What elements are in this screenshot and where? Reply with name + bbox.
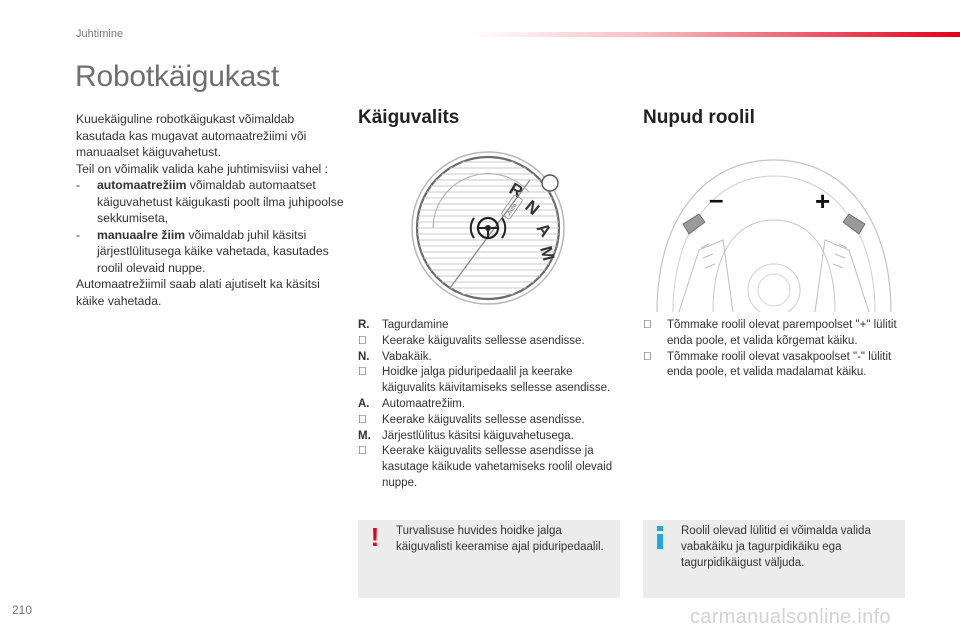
list-item	[358, 429, 620, 445]
intro-list-item	[76, 227, 346, 277]
info-note	[643, 520, 905, 598]
list-text: Tõmmake roolil olevat parempoolset "+" lülitit enda poole, et valida kõrgemat käiku.	[667, 319, 897, 347]
list-dash: -	[76, 178, 81, 192]
warning-note	[358, 520, 620, 598]
list-text: Hoidke jalga piduripedaalil ja keerake käiguvalits käivitamiseks sellesse asendisse.	[382, 366, 611, 395]
watermark: carmanualsonline.info	[690, 606, 891, 628]
list-item	[358, 350, 620, 366]
intro-text	[76, 111, 346, 309]
gear-letter: M	[536, 244, 559, 263]
steering-wheel-illustration	[643, 140, 905, 312]
gear-letter: R	[506, 179, 527, 202]
wheel-buttons-list	[643, 318, 905, 381]
bullet-icon	[358, 413, 382, 429]
list-item	[358, 318, 620, 334]
intro-paragraph: Automaatrežiimil saab alati ajutiselt ka käsitsi käike vahetada.	[76, 277, 320, 308]
mode-name: manuaalre žiim	[97, 227, 186, 242]
list-item	[358, 413, 620, 429]
list-item	[643, 318, 905, 350]
list-text: Tagurdamine	[382, 319, 449, 331]
section-title-wheel-buttons: Nupud roolil	[643, 107, 755, 128]
intro-paragraph: Teil on võimalik valida kahe juhtimisviisi vahel :	[76, 161, 328, 176]
list-dash: -	[76, 227, 81, 242]
list-text: Tõmmake roolil olevat vasakpoolset "-" lülitit enda poole, et valida madalamat käiku.	[667, 350, 892, 379]
plus-sign: +	[815, 186, 831, 216]
page-number: 210	[12, 603, 33, 617]
list-text: Automaatrežiim.	[382, 397, 466, 410]
gear-selector-illustration	[358, 140, 618, 312]
gear-letter: N	[521, 196, 544, 219]
mode-description: võimaldab juhil käsitsi järjestlülitusega käike vahetada, kasutades roolil olevaid nuppe.	[97, 227, 329, 275]
note-text: Roolil olevad lülitid ei võimalda valida vabakäiku ja tagurpidikäiku ega tagurpidikäigust väljuda.	[681, 525, 871, 569]
section-label: Juhtimine	[76, 28, 124, 40]
gear-letter: A	[532, 219, 556, 241]
list-key: A.	[358, 397, 370, 410]
info-icon	[653, 526, 667, 550]
bullet-icon	[358, 444, 382, 491]
list-text: Järjestlülitus käsitsi käiguvahetusega.	[382, 429, 574, 442]
note-text: Turvalisuse huvides hoidke jalga käiguvalisti keeramise ajal piduripedaalil.	[396, 525, 604, 553]
warning-icon: !	[370, 522, 380, 552]
minus-sign: –	[709, 184, 724, 214]
section-title-gear-selector: Käiguvalits	[358, 107, 460, 128]
bullet-icon	[358, 334, 382, 350]
list-key: N.	[358, 350, 370, 363]
list-text: Keerake käiguvalits sellesse asendisse.	[382, 413, 585, 426]
list-key: M.	[358, 429, 371, 442]
auto-label: Auto	[506, 202, 519, 217]
list-item	[643, 350, 905, 382]
intro-paragraph: Kuuekäiguline robotkäigukast võimaldab kasutada kas mugavat automaatrežiimi või manuaalset käiguvahetust.	[76, 112, 307, 159]
page-title: Robotkäigukast	[75, 60, 279, 93]
list-text: Vabakäik.	[382, 350, 432, 363]
list-item	[358, 444, 620, 491]
list-text: Keerake käiguvalits sellesse asendisse.	[382, 334, 585, 347]
list-item	[358, 334, 620, 350]
list-key: R.	[358, 319, 370, 331]
bullet-icon	[643, 350, 667, 382]
list-text: Keerake käiguvalits sellesse asendisse ja kasutage käikude vahetamiseks roolil olevaid nuppe.	[382, 445, 613, 489]
mode-name: automaatrežiim	[97, 178, 187, 192]
list-item	[358, 365, 620, 397]
intro-list-item	[76, 177, 346, 227]
gear-positions-list	[358, 318, 620, 492]
mode-description: võimaldab automaatset käiguvahetust käigukasti poolt ilma juhipoolse sekkumiseta,	[97, 178, 344, 225]
bullet-icon	[358, 365, 382, 397]
header-accent-bar	[470, 32, 960, 37]
bullet-icon	[643, 318, 667, 350]
list-item	[358, 397, 620, 413]
